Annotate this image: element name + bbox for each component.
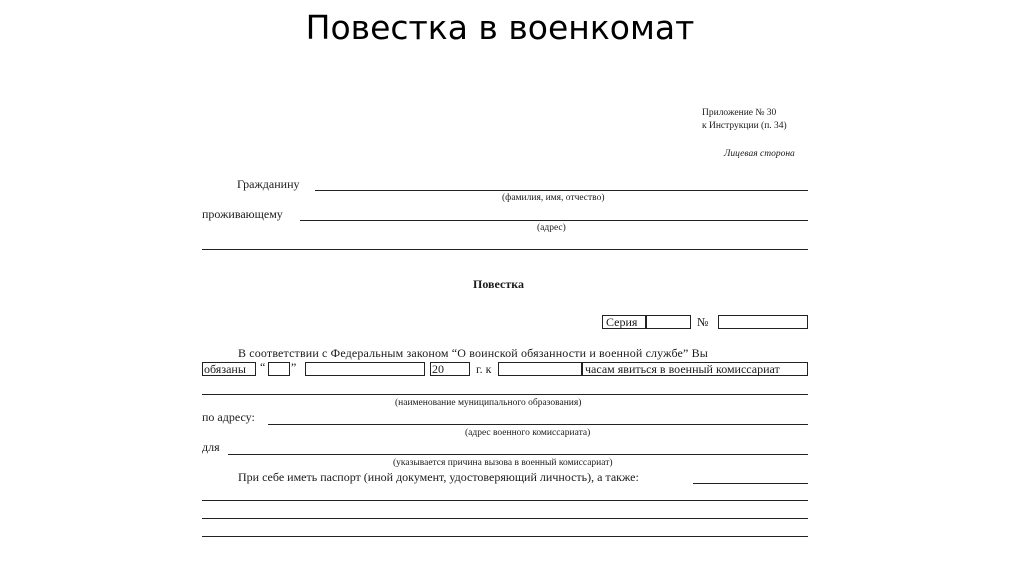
- purpose-hint: (указывается причина вызова в военный комиссариат): [393, 458, 613, 468]
- front-side-label: Лицевая сторона: [724, 149, 795, 159]
- municipality-line: [202, 394, 808, 395]
- quote-open: “: [260, 360, 266, 374]
- document-heading: Повестка: [473, 277, 524, 291]
- citizen-name-line: [315, 190, 808, 191]
- commissariat-address-line: [268, 424, 808, 425]
- citizen-label: Гражданину: [237, 177, 300, 191]
- purpose-line: [228, 454, 808, 455]
- number-label: №: [697, 315, 709, 329]
- address-label: по адресу:: [202, 410, 255, 424]
- month-field: [305, 362, 425, 376]
- appendix-line-1: Приложение № 30: [702, 108, 777, 118]
- address-extra-line: [202, 249, 808, 250]
- law-reference-text: В соответствии с Федеральным законом “О воинской обязанности и военной службе” Вы: [238, 346, 709, 360]
- address-hint: (адрес): [537, 223, 566, 233]
- blank-line-1: [202, 500, 808, 501]
- quote-close: ”: [291, 360, 297, 374]
- number-field: [718, 315, 808, 329]
- year-field: [430, 362, 470, 376]
- commissariat-address-hint: (адрес военного комиссариата): [465, 428, 591, 438]
- hour-field: [498, 362, 582, 376]
- hours-text: часам явиться в военный комиссариат: [585, 362, 780, 376]
- passport-extra-line: [693, 483, 808, 484]
- year-prefix: 20: [432, 362, 444, 376]
- obliged-label: обязаны: [204, 362, 246, 376]
- purpose-label: для: [202, 440, 220, 454]
- residing-label: проживающему: [202, 207, 283, 221]
- year-suffix: г. к: [476, 362, 492, 376]
- blank-line-2: [202, 518, 808, 519]
- series-field: [646, 315, 691, 329]
- series-label: Серия: [606, 315, 638, 329]
- day-field: [268, 362, 290, 376]
- blank-line-3: [202, 536, 808, 537]
- residing-address-line: [300, 220, 808, 221]
- citizen-name-hint: (фамилия, имя, отчество): [502, 193, 605, 203]
- passport-text: При себе иметь паспорт (иной документ, удостоверяющий личность), а также:: [238, 470, 639, 484]
- municipality-hint: (наименование муниципального образования): [395, 398, 582, 408]
- slide-title: Повестка в военкомат: [305, 8, 695, 47]
- appendix-line-2: к Инструкции (п. 34): [702, 121, 787, 131]
